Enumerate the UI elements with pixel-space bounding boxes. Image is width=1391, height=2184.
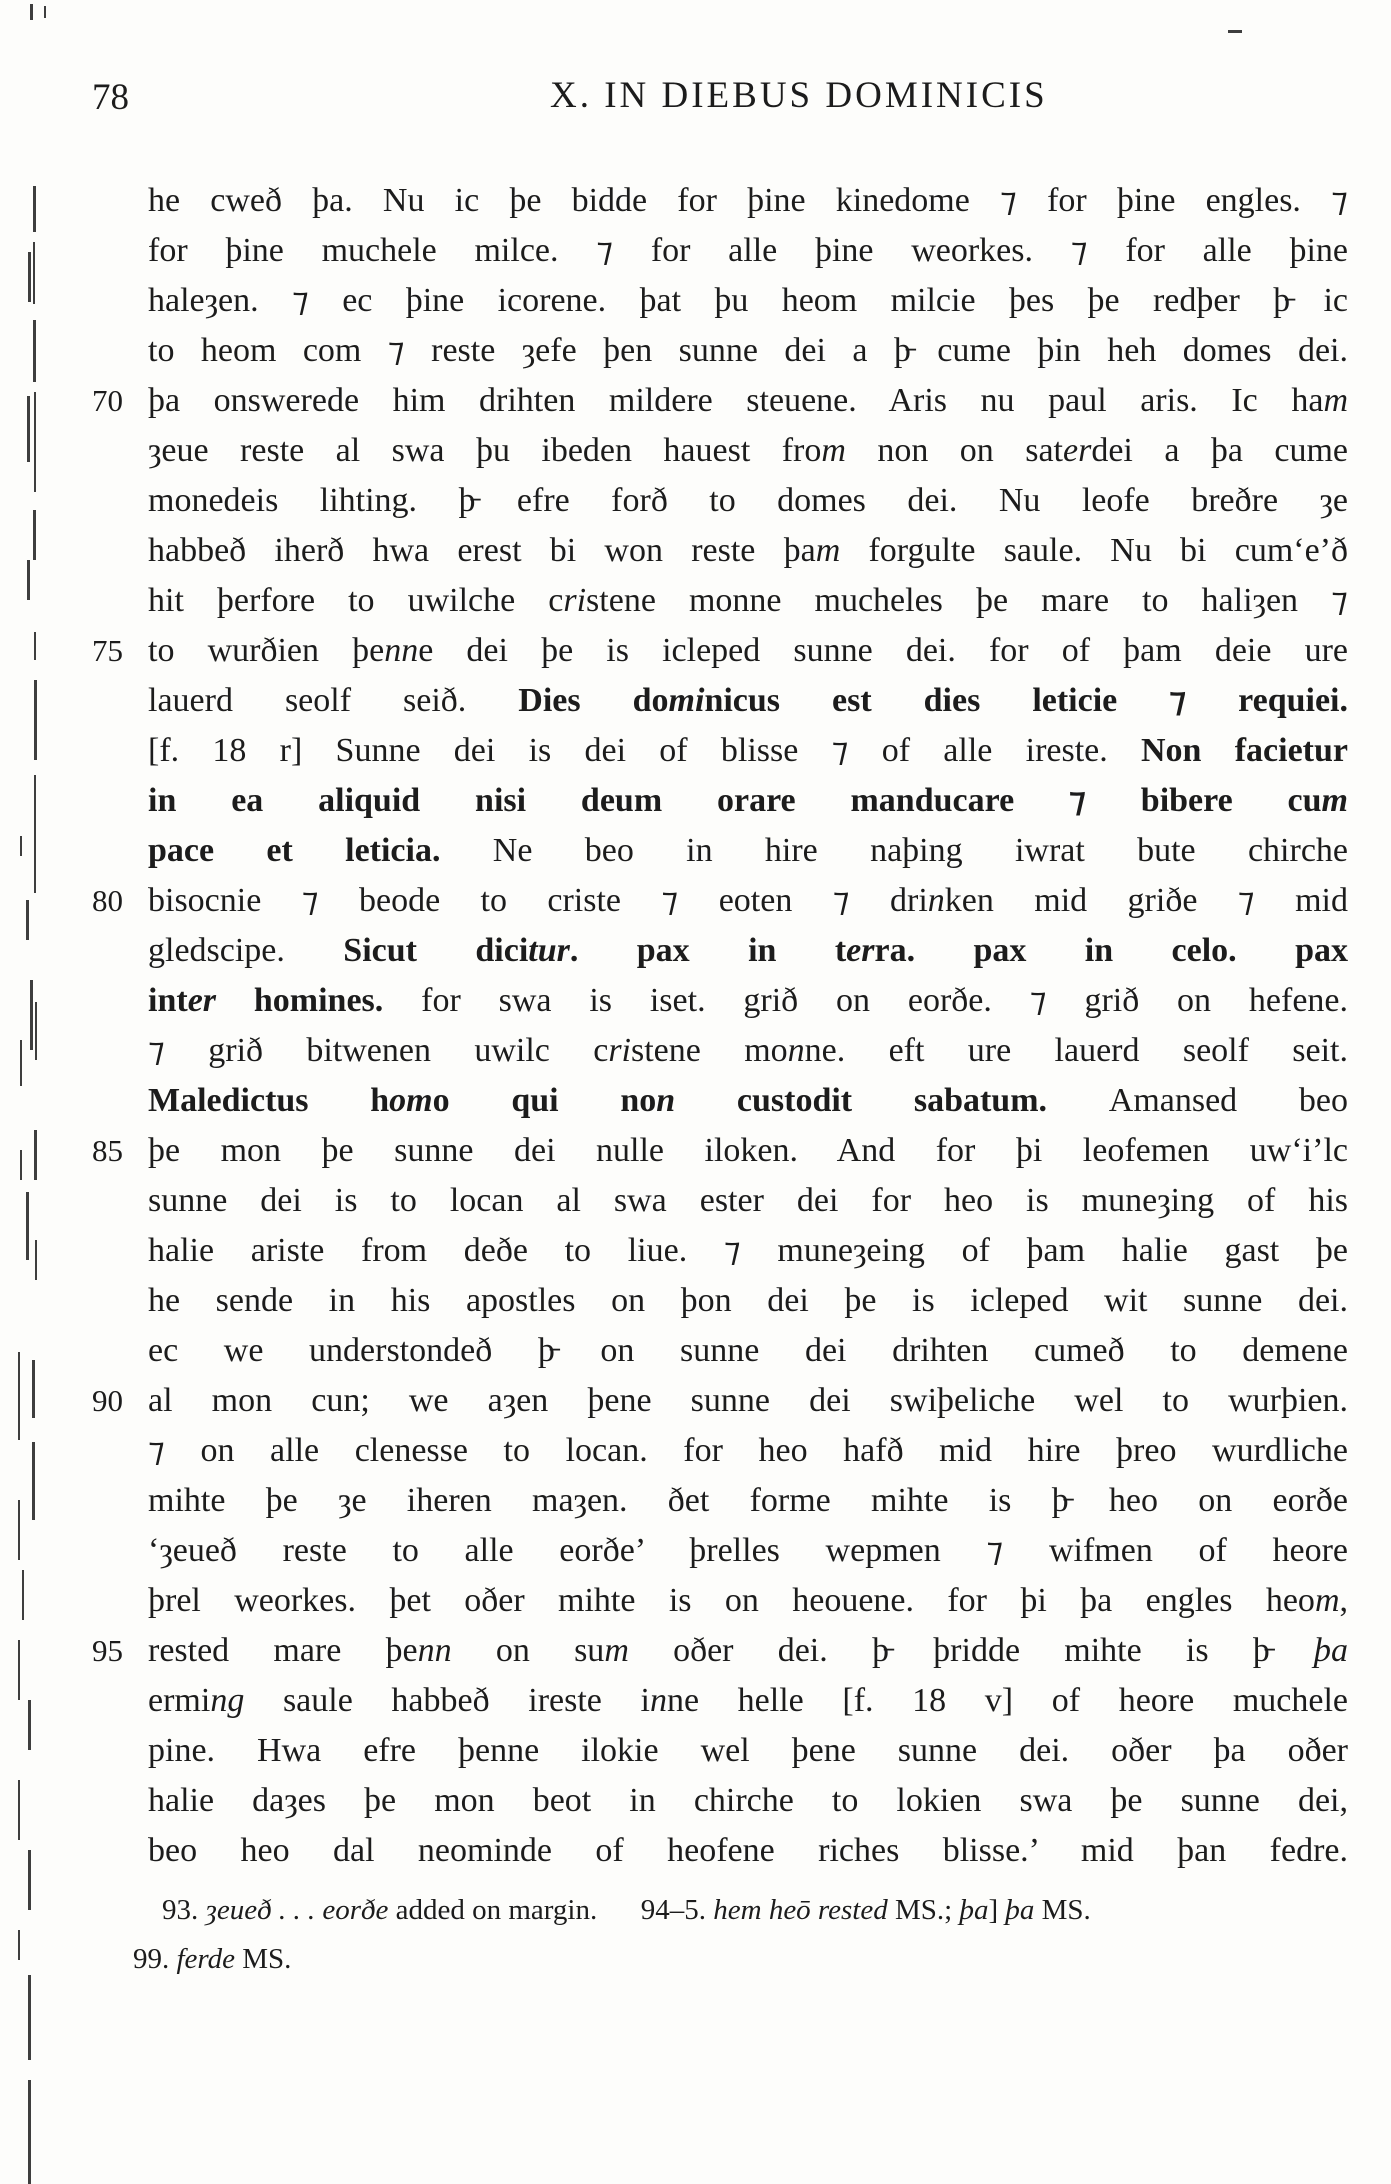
text-segment: tur — [528, 932, 570, 969]
text-segment: þa — [1005, 1894, 1035, 1926]
text-segment: Maledictus h — [148, 1082, 390, 1119]
text-segment: þrel weorkes. þet oðer mihte is on heouene. for þi þa engles heo — [148, 1582, 1315, 1619]
text-segment: m — [1314, 1582, 1340, 1619]
text-segment: added on margin. — [388, 1894, 641, 1926]
scan-artifact-mark — [27, 396, 30, 462]
scan-artifact-mark — [26, 900, 29, 940]
body-line — [148, 1176, 1348, 1226]
body-line — [148, 276, 1348, 326]
text-segment: þa — [1314, 1632, 1348, 1669]
scan-artifact-mark — [34, 775, 36, 893]
body-line — [148, 326, 1348, 376]
text-segment: ri — [608, 1032, 631, 1069]
text-segment: ] — [988, 1894, 1006, 1926]
scan-artifact-mark — [35, 1240, 37, 1280]
text-segment: ne helle [f. 18 v] of heore muchele — [666, 1682, 1348, 1719]
text-segment: . pax in t — [569, 932, 847, 969]
scan-artifact-mark — [20, 836, 22, 856]
text-segment: to wurðien þe — [148, 632, 385, 669]
scan-artifact-mark — [1228, 30, 1242, 33]
text-segment: beo heo dal neominde of heofene riches blisse.’ mid þan fedre. — [148, 1832, 1348, 1869]
text-segment: om — [389, 1082, 433, 1119]
body-line — [148, 1826, 1348, 1876]
text-segment: ȝeue reste al swa þu ibeden hauest fro — [148, 432, 822, 469]
scan-artifact-mark — [28, 252, 31, 302]
text-segment: MS. — [235, 1943, 292, 1975]
text-segment: to heom com ⁊ reste ȝefe þen sunne dei a þ̵ cume þin heh domes dei. — [148, 332, 1348, 369]
scan-artifact-mark — [28, 1700, 31, 1750]
text-segment: halie daȝes þe mon beot in chirche to lokien swa þe sunne dei, — [148, 1782, 1348, 1819]
text-segment: habbeð iherð hwa erest bi won reste þa — [148, 532, 816, 569]
text-segment: int — [148, 982, 188, 1019]
text-segment: ‘ȝeueð reste to alle eorðe’ þrelles wepmen ⁊ wifmen of heore — [148, 1532, 1348, 1569]
footnotes — [133, 1886, 1353, 1984]
scan-artifact-mark — [18, 1930, 20, 1960]
text-segment: Amansed beo — [1108, 1082, 1348, 1119]
scan-artifact-mark — [44, 6, 46, 18]
scan-artifact-mark — [28, 2080, 31, 2184]
text-segment: al mon cun; we aȝen þene sunne dei swiþeliche wel to wurþien. — [148, 1382, 1348, 1419]
line-number: 70 — [92, 383, 123, 418]
text-segment: he cweð þa. Nu ic þe bidde for þine kinedome ⁊ for þine engles. ⁊ — [148, 182, 1348, 219]
scan-artifact-mark — [18, 1640, 20, 1700]
page-number: 78 — [92, 77, 129, 118]
text-segment: custodit sabatum. — [675, 1082, 1109, 1119]
text-segment: 94–5. — [640, 1894, 714, 1926]
text-segment: 99. — [133, 1943, 177, 1975]
text-segment: for þine muchele milce. ⁊ for alle þine weorkes. ⁊ for alle þine — [148, 232, 1348, 269]
text-segment: n — [787, 1032, 805, 1069]
text-segment: for swa is iset. grið on eorðe. ⁊ grið on hefene. — [421, 982, 1348, 1019]
text-segment: n — [927, 882, 945, 919]
scan-artifact-mark — [32, 1442, 35, 1520]
text-segment: nn — [417, 1632, 452, 1669]
text-segment: MS. — [1034, 1894, 1091, 1926]
text-segment: saule habbeð ireste i — [244, 1682, 650, 1719]
body-line — [148, 226, 1348, 276]
text-segment: MS.; — [887, 1894, 960, 1926]
text-segment: sunne dei is to locan al swa ester dei for heo is muneȝing of his — [148, 1182, 1348, 1219]
running-header-title: X. IN DIEBUS DOMINICIS — [550, 75, 1048, 116]
scan-artifact-mark — [33, 242, 35, 304]
line-number: 85 — [92, 1133, 123, 1168]
body-line — [148, 1326, 1348, 1376]
text-segment: er — [1063, 432, 1092, 469]
scan-artifact-mark — [20, 1150, 22, 1180]
text-segment: er — [187, 982, 217, 1019]
text-segment: pace et leticia. — [148, 832, 493, 869]
body-line — [148, 676, 1348, 726]
body-line — [148, 926, 1348, 976]
line-number: 95 — [92, 1633, 123, 1668]
text-segment: mihte þe ȝe iheren maȝen. ðet forme mihte is þ̵ heo on eorðe — [148, 1482, 1348, 1519]
text-segment: stene mo — [631, 1032, 788, 1069]
body-line — [148, 726, 1348, 776]
text-segment: þa onswerede him drihten mildere steuene. Aris nu paul aris. Ic ha — [148, 382, 1324, 419]
text-segment: m — [1323, 382, 1348, 419]
text-segment: [f. 18 r] Sunne dei is dei of blisse ⁊ of alle ireste. — [148, 732, 1141, 769]
text-segment: halie ariste from deðe to liue. ⁊ muneȝeing of þam halie gast þe — [148, 1232, 1348, 1269]
footnote-line — [133, 1935, 1353, 1984]
text-segment: Sicut dici — [343, 932, 529, 969]
body-line — [148, 1226, 1348, 1276]
body-line — [148, 426, 1348, 476]
scan-artifact-mark — [32, 1360, 35, 1418]
scan-artifact-mark — [20, 1040, 22, 1086]
body-line — [148, 176, 1348, 226]
text-segment: ec we understondeð þ̵ on sunne dei drihten cumeð to demene — [148, 1332, 1348, 1369]
body-line — [148, 476, 1348, 526]
text-segment: in ea aliquid nisi deum orare manducare ⁊ bibere cu — [148, 782, 1322, 819]
scan-artifact-mark — [27, 560, 30, 600]
line-number: 80 — [92, 883, 123, 918]
scan-artifact-mark — [18, 1352, 20, 1440]
scan-artifact-mark — [30, 4, 33, 20]
scan-artifact-mark — [33, 510, 36, 560]
text-segment: pine. Hwa efre þenne ilokie wel þene sunne dei. oðer þa oðer — [148, 1732, 1348, 1769]
text-segment: m — [1321, 782, 1348, 819]
scan-artifact-mark — [28, 1975, 31, 2060]
body-line — [148, 1476, 1348, 1526]
line-number: 90 — [92, 1383, 123, 1418]
text-segment: ne. eft ure lauerd seolf seit. — [804, 1032, 1348, 1069]
scan-artifact-mark — [18, 1500, 20, 1560]
body-line — [92, 1126, 1348, 1176]
text-segment: þa — [959, 1894, 989, 1926]
body-line — [148, 1726, 1348, 1776]
text-segment: , — [1339, 1582, 1348, 1619]
scan-artifact-mark — [22, 1570, 24, 1620]
text-segment: ȝeueð . . . eorðe — [205, 1894, 389, 1926]
body-line — [92, 626, 1349, 676]
text-segment: o qui no — [432, 1082, 657, 1119]
scan-artifact-mark — [30, 980, 33, 1050]
text-segment: ri — [563, 582, 587, 619]
text-segment: ⁊ grið bitwenen uwilc c — [148, 1032, 609, 1069]
text-segment: e dei þe is icleped sunne dei. for of þam deie ure — [418, 632, 1349, 669]
body-line — [148, 1676, 1348, 1726]
body-line — [148, 776, 1348, 826]
text-segment: n — [656, 1082, 676, 1119]
body-line — [92, 876, 1348, 926]
text-segment: nicus est dies leticie ⁊ requiei. — [704, 682, 1349, 719]
text-segment: m — [821, 432, 846, 469]
body-line — [148, 1776, 1348, 1826]
body-line — [148, 526, 1348, 576]
text-segment: hit þerfore to uwilche c — [148, 582, 564, 619]
text-segment: on su — [451, 1632, 605, 1669]
text-segment: Dies do — [518, 682, 669, 719]
text-segment: monedeis lihting. þ̵ efre forð to domes dei. Nu leofe breðre ȝe — [148, 482, 1348, 519]
body-line — [92, 376, 1348, 426]
text-segment: ferde — [176, 1943, 236, 1975]
scan-artifact-mark — [35, 1002, 37, 1060]
body-line — [148, 826, 1348, 876]
body-line — [148, 576, 1348, 626]
scan-artifact-mark — [33, 320, 36, 382]
text-segment: rested mare þe — [148, 1632, 418, 1669]
text-segment: ng — [210, 1682, 245, 1719]
text-segment: n — [649, 1682, 667, 1719]
text-segment: lauerd seolf seið. — [148, 682, 519, 719]
body-line — [92, 1376, 1348, 1426]
scan-artifact-mark — [18, 1780, 20, 1840]
scan-artifact-mark — [34, 392, 36, 492]
text-segment: homines. — [216, 982, 422, 1019]
text-segment: ermi — [148, 1682, 211, 1719]
text-segment: ⁊ on alle clenesse to locan. for heo hafð mid hire þreo wurdliche — [148, 1432, 1348, 1469]
text-segment: non on sat — [845, 432, 1064, 469]
text-segment: hem heō rested — [713, 1894, 888, 1926]
text-segment: þe mon þe sunne dei nulle iloken. And for þi leofemen uw‘i’lc — [148, 1132, 1348, 1169]
text-segment: stene monne mucheles þe mare to haliȝen ⁊ — [586, 582, 1348, 619]
text-segment: nn — [384, 632, 419, 669]
scan-artifact-mark — [26, 1192, 29, 1260]
body-line — [148, 1426, 1348, 1476]
footnote-line — [133, 1886, 1353, 1935]
text-segment: Ne beo in hire naþing iwrat bute chirche — [492, 832, 1348, 869]
text-segment: oðer dei. þ̵ þridde mihte is þ̵ — [628, 1632, 1314, 1669]
text-segment: Non facietur — [1141, 732, 1348, 769]
text-segment: dei a þa cume — [1091, 432, 1348, 469]
scan-artifact-mark — [33, 186, 36, 232]
body-line — [92, 1626, 1348, 1676]
body-line — [148, 1076, 1348, 1126]
text-segment: haleȝen. ⁊ ec þine icorene. þat þu heom milcie þes þe redþer þ̵ ic — [148, 282, 1348, 319]
text-segment: 93. — [162, 1894, 206, 1926]
text-segment: mi — [668, 682, 705, 719]
scan-artifact-mark — [34, 680, 37, 760]
scan-artifact-mark — [28, 1850, 31, 1910]
text-segment: bisocnie ⁊ beode to criste ⁊ eoten ⁊ dri — [148, 882, 928, 919]
text-segment: ken mid griðe ⁊ mid — [944, 882, 1348, 919]
text-segment: er — [846, 932, 875, 969]
text-segment: ra. pax in celo. pax — [874, 932, 1348, 969]
text-segment: m — [815, 532, 841, 569]
body-line — [148, 1276, 1348, 1326]
body-line — [148, 1026, 1348, 1076]
text-segment: he sende in his apostles on þon dei þe is icleped wit sunne dei. — [148, 1282, 1348, 1319]
text-segment: m — [604, 1632, 629, 1669]
body-line — [148, 976, 1348, 1026]
text-body — [92, 176, 1349, 1876]
text-segment: forgulte saule. Nu bi cum‘e’ð — [840, 532, 1348, 569]
body-line — [148, 1576, 1348, 1626]
scan-artifact-mark — [34, 1130, 37, 1180]
body-line — [148, 1526, 1348, 1576]
line-number: 75 — [92, 633, 123, 668]
text-segment: gledscipe. — [148, 932, 344, 969]
scan-artifact-mark — [34, 632, 36, 660]
